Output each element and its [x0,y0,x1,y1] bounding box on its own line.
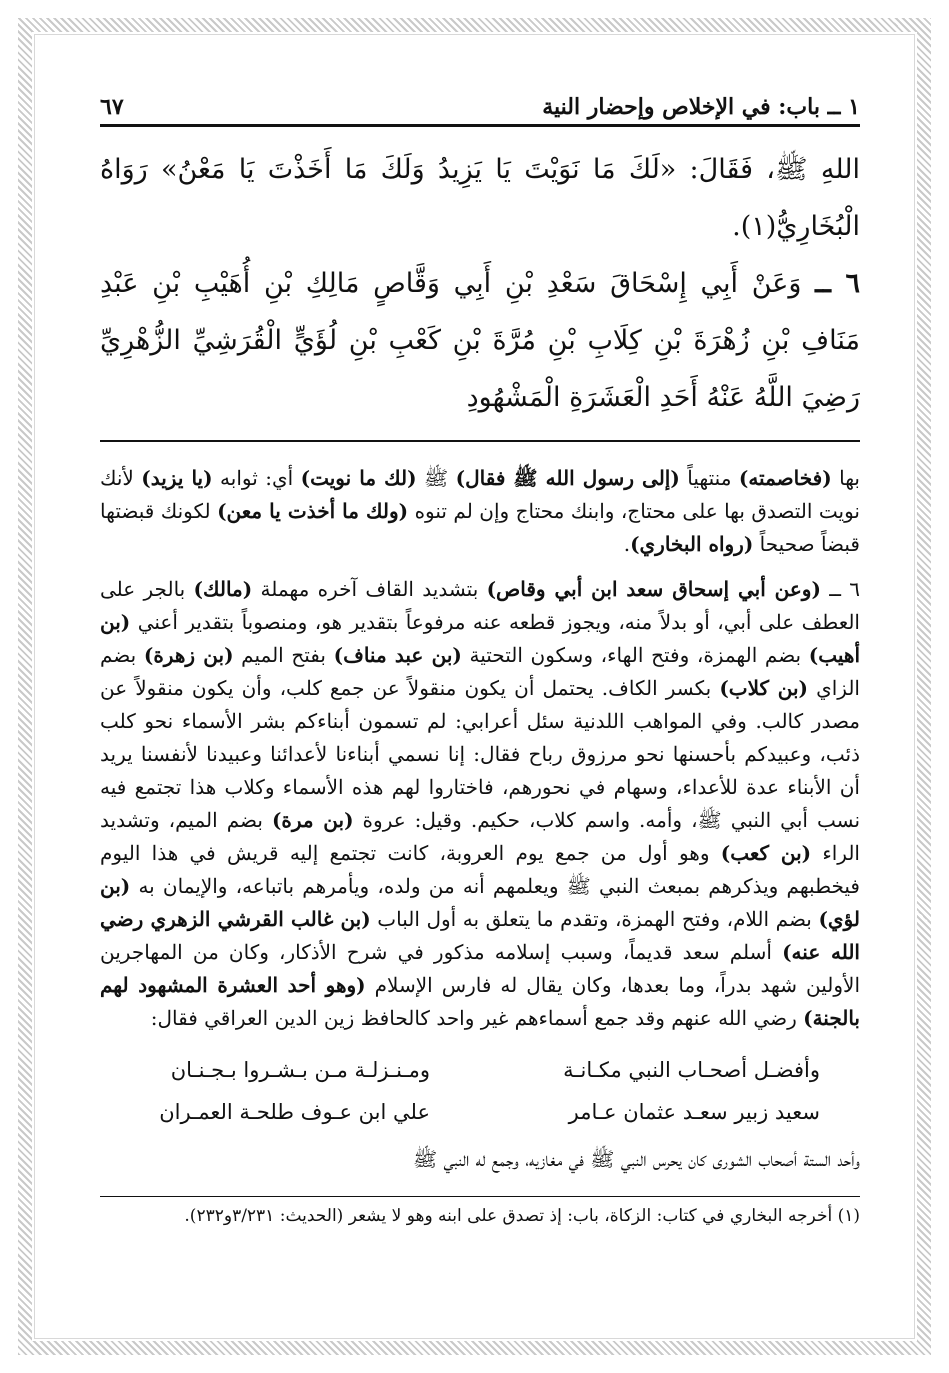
bold-term: (رواه البخاري) [630,532,754,556]
bold-term: (بن لؤي) [100,874,860,931]
page [100,80,860,1229]
bold-term: (بن كلاب) [719,676,809,700]
hadith-line-1: اللهِ ﷺ، فَقَالَ: «لَكَ مَا نَوَيْتَ يَا يَزِيدُ وَلَكَ مَا أَخَذْتَ يَا مَعْنُ» رَوَاهُ الْبُخَارِيُّ(١). [100,154,860,242]
bold-term: (بن زهرة) [143,643,234,667]
page-number: ٦٧ [100,94,124,120]
footnote: (١) أخرجه البخاري في كتاب: الزكاة، باب: إذ تصدق على ابنه وهو لا يشعر (الحديث: ٣/٢٣١و٢٣٢). [184,1206,860,1226]
bold-term: (وعن أبي إسحاق سعد ابن أبي وقاص) [486,577,821,601]
commentary-paragraph-3: وأحد الستة أصحاب الشورى كان يحرس النبي ﷺ في مغازيه، وجمع له النبي ﷺ [413,1147,860,1171]
commentary [100,462,860,1176]
poem-hemistich: سعيد زبير سعـد عثمان عـامر [568,1100,820,1124]
bold-term: (بن غالب القرشي الزهري رضي الله عنه) [100,907,860,964]
bold-term: (بن عبد مناف) [333,643,462,667]
poem-hemistich: وأفضـل أصحـاب النبي مكـانـة [563,1058,820,1082]
poem-verse [100,1091,860,1133]
footnote-divider [100,1196,860,1197]
commentary-paragraph-2: ٦ ــ (وعن أبي إسحاق سعد ابن أبي وقاص) بتشديد القاف آخره مهملة (مالك) بالجر على العطف على أبي، أو بدلاً منه، ويجوز قطعه عنه مرفوعاً بتقدير هو، ومنصوباً بتقدير أعني (بن أهيب) بضم الهمزة، وفتح الهاء، وسكون التحتية (بن عبد مناف) بفتح الميم (بن زهرة) بضم الزاي (بن كلاب) بكسر الكاف. يحتمل أن يكون منقولاً عن جمع كلب، وأن يكون منقولاً عن مصدر كالب. وفي المواهب اللدنية سئل أعرابي: لم تسمون أبناءكم بشر الأسماء نحو كلب ذئب، وعبيدكم بأحسنها نحو مرزوق رباح فقال: إنا نسمي أبناءنا لأعدائنا وعبيدنا لأنفسنا يريد أن الأبناء عدة للأعداء، وسهام في نحورهم، فاختاروا لهم هذه الأسماء وكلاب هذا تجتمع فيه نسب أبي النبي ﷺ، وأمه. واسم كلاب، حكيم. وقيل: عروة (بن مرة) بضم الميم، وتشديد الراء (بن كعب) وهو أول من جمع يوم العروبة، كانت تجتمع إليه قريش في هذا اليوم فيخطبهم ويذكرهم بمبعث النبي ﷺ ويعلمهم أنه من ولده، ويأمرهم باتباعه، والإيمان به (بن لؤي) بضم اللام، وفتح الهمزة، وتقدم ما يتعلق به أول الباب (بن غالب القرشي الزهري رضي الله عنه) أسلم سعد قديماً، وسبب إسلامه مذكور في شرح الأذكار، وكان من المهاجرين الأولين شهد بدراً، وما بعدها، وكان يقال له فارس الإسلام (وهو أحد العشرة المشهود لهم بالجنة) رضي الله عنهم وقد جمع أسماءهم غير واحد كالحافظ زين الدين العراقي فقال: [100,577,861,1030]
poem [100,1049,860,1133]
hadith-number: ٦ ــ [815,268,860,299]
poem-hemistich: ومـنـزلـة مـن بـشـروا بـجـنـان [170,1058,430,1082]
poem-verse [100,1049,860,1091]
bold-term: (وهو أحد العشرة المشهود لهم بالجنة) [100,973,860,1030]
running-header [100,80,860,127]
commentary-paragraph-1: بها (فخاصمته) منتهياً (إلى رسول الله ﷺ فقال) ﷺ (لك ما نويت) أي: ثوابه (يا يزيد) لأنك نويت التصدق بها على محتاج، وابنك محتاج وإن لم تنوه (ولك ما أخذت يا معن) لكونك قبضتها قبضاً صحيحاً (رواه البخاري). [100,466,860,556]
bold-term: (فخاصمته) [738,466,832,490]
section-divider [100,440,860,442]
bold-term: (بن مرة) [271,808,354,832]
hadith-text [100,141,860,426]
chapter-title: ١ ــ باب: في الإخلاص وإحضار النية [542,94,860,120]
bold-term: (مالك) [193,577,253,601]
bold-term: (يا يزيد) [141,466,213,490]
bold-term: (بن كعب) [720,841,812,865]
bold-term: (ولك ما أخذت يا معن) [217,499,409,523]
poem-hemistich: علي ابن عـوف طلحـة العمـران [159,1100,430,1124]
bold-term: (لك ما نويت) [300,466,417,490]
hadith-line-2: وَعَنْ أَبِي إِسْحَاقَ سَعْدِ بْنِ أَبِي وَقَّاصٍ مَالِكِ بْنِ أُهَيْبِ بْنِ عَبْدِ مَنَافِ بْنِ زُهْرَةَ بْنِ كِلَابِ بْنِ مُرَّةَ بْنِ كَعْبِ بْنِ لُؤَيٍّ الْقُرَشِيِّ الزُّهْرِيِّ رَضِيَ اللَّهُ عَنْهُ أَحَدِ الْعَشَرَةِ الْمَشْهُودِ [100,268,860,413]
bold-term: (إلى رسول الله ﷺ فقال) [455,466,680,490]
bold-term: (بن أهيب) [100,610,861,667]
hadith-6 [100,255,860,426]
